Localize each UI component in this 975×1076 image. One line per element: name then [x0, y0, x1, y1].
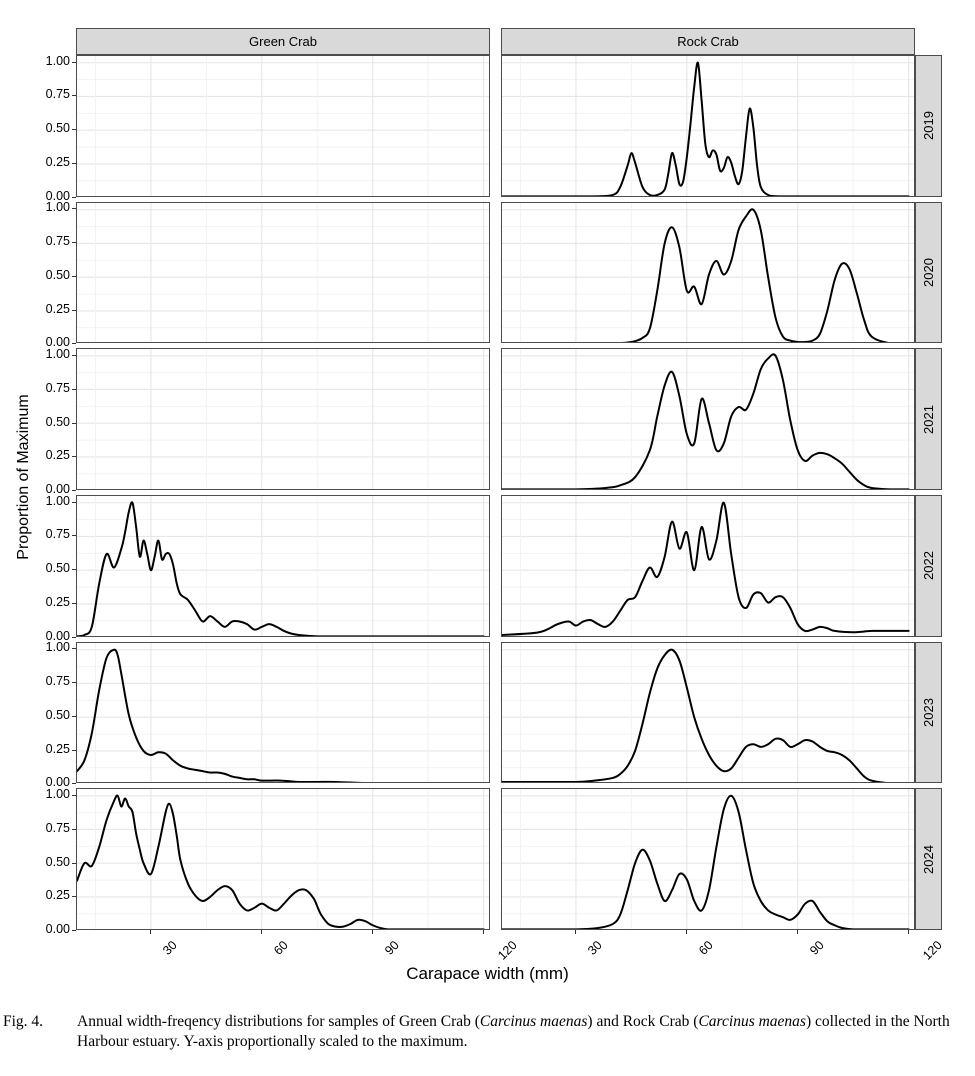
facet-strip-row-label: 2022 [921, 551, 937, 581]
y-tick-mark [72, 62, 76, 63]
facet-strip-row-2019 [915, 55, 942, 197]
x-tick-mark [908, 930, 909, 934]
x-tick-label: 60 [270, 938, 291, 958]
y-tick-label: 1.00 [45, 640, 70, 655]
panel-rock-crab-2021 [501, 348, 915, 490]
y-tick-label: 1.00 [45, 200, 70, 215]
y-tick-label: 0.50 [45, 267, 70, 282]
facet-strip-row-2021 [915, 348, 942, 490]
y-tick-label: 0.75 [45, 674, 70, 689]
caption-part-2: ) and Rock Crab ( [587, 1013, 699, 1030]
y-tick-mark [72, 648, 76, 649]
x-tick-mark [372, 930, 373, 934]
caption-part-1: Annual width-freqency distributions for samples of Green Crab ( [77, 1013, 480, 1030]
y-tick-mark [72, 163, 76, 164]
y-tick-label: 0.00 [45, 482, 70, 496]
y-tick-mark [72, 95, 76, 96]
x-tick-label: 30 [584, 938, 605, 958]
y-tick-mark [72, 716, 76, 717]
caption-label: Fig. 4. [3, 1013, 44, 1030]
caption-text [77, 1012, 971, 1053]
y-tick-mark [72, 129, 76, 130]
caption-part-3: ) collected in the North Harbour estuary. Y-axis proportionally scaled to the maximum. [77, 1013, 950, 1051]
y-tick-label: 0.50 [45, 707, 70, 722]
x-tick-mark [261, 930, 262, 934]
x-tick-label: 120 [919, 938, 945, 963]
facet-strip-row-label: 2023 [921, 698, 937, 727]
x-tick-label: 60 [695, 938, 716, 958]
facet-strip-row-2020 [915, 202, 942, 344]
y-tick-mark [72, 355, 76, 356]
y-tick-mark [72, 310, 76, 311]
y-tick-mark [72, 490, 76, 491]
panel-green-crab-2024 [76, 788, 490, 930]
facet-strip-row-label: 2019 [921, 111, 937, 141]
panel-grid [45, 28, 945, 963]
facet-strip-row-label: 2024 [921, 844, 937, 874]
y-tick-mark [72, 423, 76, 424]
y-tick-label: 0.25 [45, 741, 70, 756]
figure-caption [3, 1012, 971, 1053]
y-tick-label: 0.00 [45, 188, 70, 203]
caption-species-1: Carcinus maenas [479, 1013, 588, 1030]
y-tick-label: 0.00 [45, 922, 70, 936]
y-tick-mark [72, 637, 76, 638]
x-tick-mark [150, 930, 151, 934]
y-tick-label: 0.25 [45, 888, 70, 903]
panel-rock-crab-2024 [501, 788, 915, 930]
facet-strip-row-2024 [915, 788, 942, 930]
y-tick-label: 0.50 [45, 414, 70, 429]
y-tick-mark [72, 603, 76, 604]
x-tick-label: 90 [806, 938, 827, 958]
y-tick-label: 0.25 [45, 448, 70, 463]
panel-green-crab-2023 [76, 642, 490, 784]
y-tick-label: 1.00 [45, 347, 70, 362]
y-tick-label: 1.00 [45, 787, 70, 802]
y-tick-label: 0.50 [45, 121, 70, 136]
panel-rock-crab-2023 [501, 642, 915, 784]
y-tick-label: 0.75 [45, 380, 70, 395]
panel-rock-crab-2020 [501, 202, 915, 344]
x-tick-mark [575, 930, 576, 934]
x-tick-mark [483, 930, 484, 934]
caption-species-2: Carcinus maenas [698, 1013, 806, 1030]
panel-green-crab-2022 [76, 495, 490, 637]
y-tick-label: 0.75 [45, 820, 70, 835]
y-tick-mark [72, 569, 76, 570]
y-tick-mark [72, 197, 76, 198]
panel-green-crab-2019 [76, 55, 490, 197]
y-tick-mark [72, 783, 76, 784]
y-tick-mark [72, 276, 76, 277]
y-tick-mark [72, 389, 76, 390]
y-tick-label: 0.00 [45, 775, 70, 790]
panel-rock-crab-2022 [501, 495, 915, 637]
facet-strip-column-rock-crab: Rock Crab [501, 28, 915, 55]
facet-strip-row-label: 2021 [921, 404, 937, 434]
panel-green-crab-2020 [76, 202, 490, 344]
y-tick-label: 0.25 [45, 594, 70, 609]
x-axis-label: Carapace width (mm) [406, 964, 569, 983]
y-tick-mark [72, 208, 76, 209]
facet-strip-row-label: 2020 [921, 258, 937, 287]
facet-strip-row-2023 [915, 642, 942, 784]
y-tick-label: 0.50 [45, 854, 70, 869]
y-tick-mark [72, 863, 76, 864]
panel-green-crab-2021 [76, 348, 490, 490]
y-tick-label: 0.75 [45, 87, 70, 102]
y-tick-mark [72, 242, 76, 243]
y-tick-mark [72, 750, 76, 751]
y-tick-label: 0.00 [45, 628, 70, 643]
y-tick-label: 0.25 [45, 301, 70, 316]
y-tick-mark [72, 456, 76, 457]
y-tick-mark [72, 930, 76, 931]
y-tick-mark [72, 795, 76, 796]
y-tick-mark [72, 343, 76, 344]
x-tick-label: 90 [381, 938, 402, 958]
x-tick-label: 30 [159, 938, 180, 958]
y-tick-label: 0.00 [45, 335, 70, 350]
y-tick-mark [72, 896, 76, 897]
y-tick-label: 0.75 [45, 527, 70, 542]
y-tick-label: 0.50 [45, 561, 70, 576]
y-tick-label: 0.75 [45, 234, 70, 249]
y-tick-label: 0.25 [45, 154, 70, 169]
y-tick-mark [72, 535, 76, 536]
y-tick-mark [72, 502, 76, 503]
y-tick-mark [72, 682, 76, 683]
y-tick-label: 1.00 [45, 53, 70, 68]
x-tick-mark [797, 930, 798, 934]
panel-rock-crab-2019 [501, 55, 915, 197]
y-tick-mark [72, 829, 76, 830]
y-axis-label: Proportion of Maximum [15, 394, 32, 560]
x-tick-mark [686, 930, 687, 934]
y-tick-label: 1.00 [45, 493, 70, 508]
facet-strip-row-2022 [915, 495, 942, 637]
x-tick-label: 120 [494, 938, 520, 963]
facet-strip-column-green-crab: Green Crab [76, 28, 490, 55]
